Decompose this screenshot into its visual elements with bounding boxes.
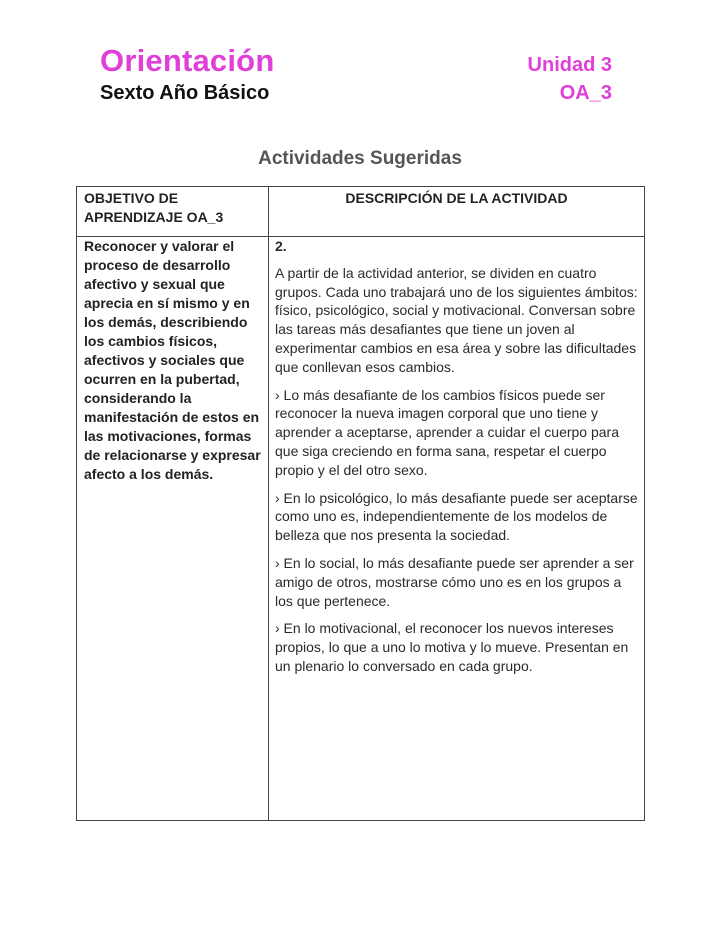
activities-table (76, 186, 645, 821)
document-header-right (528, 51, 612, 107)
objective-text: Reconocer y valorar el proceso de desarrollo afectivo y sexual que aprecia en sí mismo y en los demás, describiendo los cambios físicos, afectivos y sociales que ocurren en la pubertad, considerando la manifestación de estos en las motivaciones, formas de relacionarse y expresar afecto a los demás. (84, 238, 261, 482)
oa-label: OA_3 (559, 82, 612, 104)
description-paragraph-psychological: › En lo psicológico, lo más desafiante puede ser aceptarse como uno es, independientemente de los modelos de belleza que nos presenta la sociedad. (275, 489, 638, 544)
grade-title: Sexto Año Básico (100, 82, 270, 104)
column-header-description: DESCRIPCIÓN DE LA ACTIVIDAD (269, 187, 645, 237)
subject-title: Orientación (100, 43, 275, 78)
description-paragraph-physical: › Lo más desafiante de los cambios físicos puede ser reconocer la nueva imagen corporal que uno tiene y aprender a aceptarse, aprender a cuidar el cuerpo para que siga creciendo en forma sana, respetar el cuerpo propio y el del otro sexo. (275, 386, 619, 478)
description-paragraph-motivational: › En lo motivacional, el reconocer los nuevos intereses propios, lo que a uno lo motiva y lo mueve. Presentan en un plenario lo conversado en cada grupo. (275, 620, 629, 674)
objective-cell (77, 237, 269, 821)
table-row (77, 237, 645, 821)
unit-label: Unidad 3 (527, 54, 612, 76)
activity-number: 2. (275, 238, 287, 254)
description-cell (269, 237, 645, 821)
table-header-row (77, 187, 645, 237)
column-header-objective: OBJETIVO DE APRENDIZAJE OA_3 (77, 187, 269, 237)
description-paragraph-social: › En lo social, lo más desafiante puede ser aprender a ser amigo de otros, mostrarse cómo uno es en los grupos a los que pertenece. (275, 554, 634, 609)
section-title: Actividades Sugeridas (258, 148, 462, 169)
description-paragraph-intro: A partir de la actividad anterior, se dividen en cuatro grupos. Cada uno trabajará uno de los siguientes ámbitos: físico, psicológico, social y motivacional. Conversan sobre las tareas más desafiantes que tiene un joven al experimentar cambios en esa área y sobre las dificultades que conllevan esos cambios. (275, 264, 638, 375)
document-header-left (100, 42, 274, 106)
